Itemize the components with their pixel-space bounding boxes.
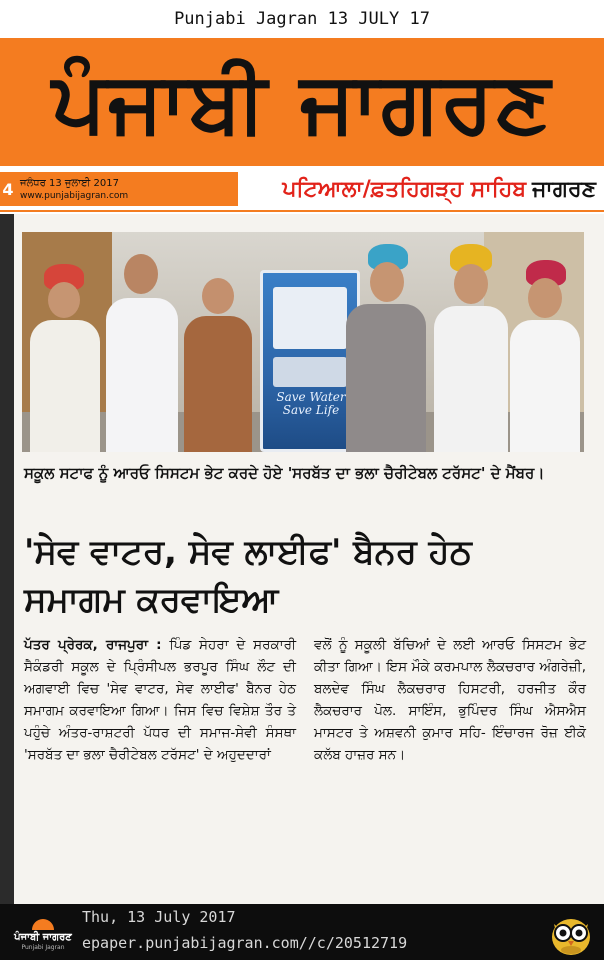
edition-city: ਪਟਿਆਲਾ/ਫ਼ਤਹਿਗੜ੍ਹ ਸਾਹਿਬ — [282, 176, 527, 202]
owl-icon — [548, 910, 594, 956]
article-byline: ਪੱਤਰ ਪ੍ਰੇਰਕ, ਰਾਜਪੁਰਾ : — [24, 637, 162, 653]
article-text-left: ਪਿੰਡ ਸੇਹਰਾ ਦੇ ਸਰਕਾਰੀ ਸੈਕੰਡਰੀ ਸਕੂਲ ਦੇ ਪ੍ਰਿੰਸੀਪਲ ਭਰਪੂਰ ਸਿੰਘ ਲੌਟ ਦੀ ਅਗਵਾਈ ਵਿਚ 'ਸੇਵ ਵਾਟਰ, ਸੇਵ ਲਾਈਫ' ਬੈਨਰ ਹੇਠ ਸਮਾਗਮ ਕਰਵਾਇਆ ਗਿਆ। ਜਿਸ ਵਿਚ ਵਿਸ਼ੇਸ਼ ਤੌਰ ਤੇ ਪਹੁੰਚੇ ਅੰਤਰ-ਰਾਸ਼ਟਰੀ ਪੱਧਰ ਦੀ ਸਮਾਜ-ਸੇਵੀ ਸੰਸਥਾ 'ਸਰਬੱਤ ਦਾ ਭਲਾ ਚੈਰੀਟੇਬਲ ਟਰੱਸਟ' ਦੇ ਅਹੁਦਦਾਰਾਂ — [24, 637, 297, 763]
footer-url[interactable]: epaper.punjabijagran.com//c/20512719 — [82, 934, 408, 952]
edition-date: ਜਲੰਧਰ 13 ਜੁਲਾਈ 2017 — [20, 177, 119, 189]
person-1 — [26, 262, 104, 452]
person-5-body — [434, 306, 508, 452]
person-4-body — [346, 304, 426, 452]
article-body-right — [314, 634, 586, 766]
article-headline: 'ਸੇਵ ਵਾਟਰ, ਸੇਵ ਲਾਈਫ' ਬੈਨਰ ਹੇਠ ਸਮਾਗਮ ਕਰਵਾਇਆ — [24, 532, 472, 620]
person-2-body — [106, 298, 178, 452]
masthead-title: ਪੰਜਾਬੀ ਜਾਗਰਣ — [51, 53, 553, 151]
person-6-head — [528, 278, 562, 318]
page-number: 4 — [2, 179, 14, 199]
newspaper-masthead — [0, 38, 604, 166]
footer-logo-text: ਪੰਜਾਬੀ ਜਾਗਰਣ — [14, 931, 72, 943]
page-subheader — [0, 168, 604, 212]
article-body-left — [24, 634, 296, 766]
clipping-caption: Punjabi Jagran 13 JULY 17 — [0, 0, 604, 38]
edition-name — [242, 172, 602, 206]
person-1-head — [48, 282, 80, 318]
edition-brand: ਜਾਗਰਣ — [532, 176, 596, 202]
footer-logo[interactable] — [8, 918, 78, 952]
sun-logo-icon — [32, 919, 54, 930]
ro-machine-panel-lower — [273, 357, 347, 387]
dateline — [16, 177, 128, 202]
dateline-strip — [0, 172, 238, 206]
ro-machine-slogan: Save Water Save Life — [276, 390, 346, 417]
ro-machine-panel — [273, 287, 347, 349]
article-text-right: ਵਲੋਂ ਨੂੰ ਸਕੂਲੀ ਬੱਚਿਆਂ ਦੇ ਲਈ ਆਰਓ ਸਿਸਟਮ ਭੇਟ ਕੀਤਾ ਗਿਆ। ਇਸ ਮੌਕੇ ਕਰਮਪਾਲ ਲੈਕਚਰਾਰ ਅੰਗਰੇਜ਼ੀ, ਬਲਦੇਵ ਸਿੰਘ ਲੈਕਚਰਾਰ ਹਿਸਟਰੀ, ਹਰਜੀਤ ਕੌਰ ਲੈਕਚਰਾਰ ਪੋਲ. ਸਾਇੰਸ, ਭੁਪਿੰਦਰ ਸਿੰਘ ਐਸਐਸ ਮਾਸਟਰ ਤੇ ਅਸ਼ਵਨੀ ਕੁਮਾਰ ਸਹਿ- ਇੰਚਾਰਜ ਰੋਜ਼ ਈਕੋ ਕਲੱਬ ਹਾਜ਼ਰ ਸਨ। — [314, 637, 586, 763]
epaper-footer — [0, 904, 604, 960]
person-3-body — [184, 316, 252, 452]
person-2 — [100, 252, 182, 452]
person-4 — [340, 242, 428, 452]
person-6 — [506, 258, 582, 452]
footer-logo-subtext: Punjabi Jagran — [21, 943, 65, 951]
person-5 — [430, 242, 510, 452]
person-2-head — [124, 254, 158, 294]
person-5-head — [454, 264, 488, 304]
person-1-body — [30, 320, 100, 452]
website-link[interactable]: www.punjabijagran.com — [20, 190, 129, 201]
footer-date: Thu, 13 July 2017 — [82, 908, 236, 926]
person-3-head — [202, 278, 234, 314]
person-3 — [178, 276, 258, 452]
news-photo — [22, 232, 584, 452]
person-6-body — [510, 320, 580, 452]
photo-caption: ਸਕੂਲ ਸਟਾਫ ਨੂੰ ਆਰਓ ਸਿਸਟਮ ਭੇਟ ਕਰਦੇ ਹੋਏ 'ਸਰਬੱਤ ਦਾ ਭਲਾ ਚੈਰੀਟੇਬਲ ਟਰੱਸਟ' ਦੇ ਮੈਂਬਰ। — [24, 464, 545, 482]
person-4-head — [370, 262, 404, 302]
